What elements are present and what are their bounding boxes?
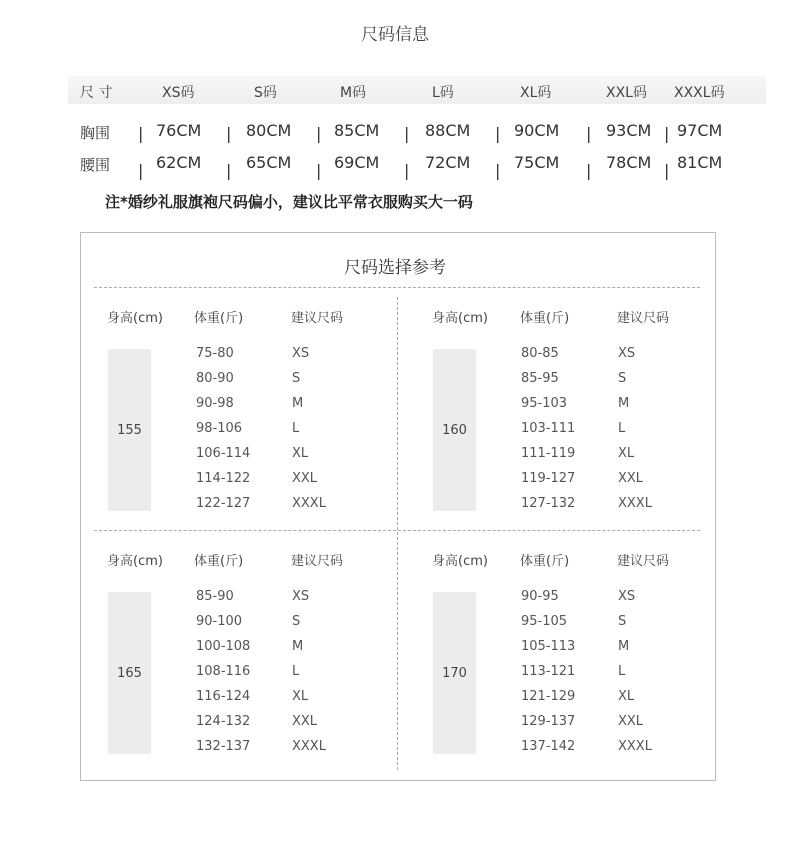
suggested-size: S	[618, 614, 627, 629]
suggested-size: XXL	[618, 714, 644, 729]
suggested-size: XXL	[292, 714, 318, 729]
suggested-size: M	[292, 639, 304, 654]
suggested-size: XL	[292, 446, 309, 461]
weight-range: 124-132	[196, 714, 251, 729]
divider-tick: |	[404, 124, 410, 143]
divider-tick: |	[316, 124, 322, 143]
suggested-size: S	[292, 371, 301, 386]
suggested-size: XS	[292, 346, 310, 361]
weight-range: 95-103	[521, 396, 568, 411]
cell-value: 65CM	[246, 153, 292, 172]
divider-tick: |	[226, 124, 232, 143]
height-value: 170	[433, 592, 476, 754]
divider-tick: |	[586, 124, 592, 143]
header-size-m: M码	[340, 85, 367, 101]
weight-range: 137-142	[521, 739, 576, 754]
row-label: 腰围	[80, 156, 111, 174]
col-header-height: 身高(cm)	[107, 554, 163, 569]
suggested-size: XL	[292, 689, 309, 704]
cell-value: 76CM	[156, 121, 202, 140]
cell-value: 80CM	[246, 121, 292, 140]
col-header-weight: 体重(斤)	[194, 311, 244, 326]
suggested-size: L	[618, 664, 626, 679]
height-value: 165	[108, 592, 151, 754]
weight-range: 108-116	[196, 664, 251, 679]
col-header-weight: 体重(斤)	[520, 311, 570, 326]
weight-range: 127-132	[521, 496, 576, 511]
cell-value: 62CM	[156, 153, 202, 172]
header-size-xxxl: XXXL码	[674, 85, 725, 101]
cell-value: 75CM	[514, 153, 560, 172]
header-size-l: L码	[432, 85, 454, 101]
suggested-size: XXL	[292, 471, 318, 486]
divider-tick: |	[404, 161, 410, 180]
reference-title: 尺码选择参考	[344, 258, 446, 278]
cell-value: 97CM	[677, 121, 723, 140]
suggested-size: M	[618, 396, 630, 411]
suggested-size: XXXL	[618, 739, 652, 754]
weight-range: 75-80	[196, 346, 234, 361]
suggested-size: XL	[618, 446, 635, 461]
header-size-xs: XS码	[162, 85, 195, 101]
weight-range: 103-111	[521, 421, 576, 436]
page-title: 尺码信息	[361, 25, 429, 45]
cell-value: 69CM	[334, 153, 380, 172]
weight-range: 98-106	[196, 421, 243, 436]
suggested-size: XS	[618, 589, 636, 604]
divider-tick: |	[226, 161, 232, 180]
col-header-size: 建议尺码	[617, 554, 670, 569]
suggested-size: XXXL	[292, 496, 326, 511]
divider-tick: |	[664, 161, 670, 180]
suggested-size: S	[292, 614, 301, 629]
weight-range: 90-100	[196, 614, 243, 629]
header-size-xl: XL码	[520, 85, 552, 101]
divider-tick: |	[495, 161, 501, 180]
cell-value: 72CM	[425, 153, 471, 172]
col-header-height: 身高(cm)	[432, 311, 488, 326]
weight-range: 119-127	[521, 471, 576, 486]
col-header-weight: 体重(斤)	[520, 554, 570, 569]
row-chest	[0, 121, 790, 143]
weight-range: 114-122	[196, 471, 251, 486]
suggested-size: S	[618, 371, 627, 386]
row-label: 胸围	[80, 124, 111, 142]
size-header-bar	[68, 76, 766, 104]
header-size-xxl: XXL码	[606, 85, 647, 101]
weight-range: 95-105	[521, 614, 568, 629]
col-header-size: 建议尺码	[617, 311, 670, 326]
weight-range: 116-124	[196, 689, 251, 704]
cell-value: 81CM	[677, 153, 723, 172]
weight-range: 113-121	[521, 664, 576, 679]
suggested-size: XXXL	[618, 496, 652, 511]
height-value: 160	[433, 349, 476, 511]
divider-line	[397, 297, 398, 770]
divider-tick: |	[495, 124, 501, 143]
weight-range: 90-95	[521, 589, 559, 604]
col-header-weight: 体重(斤)	[194, 554, 244, 569]
suggested-size: XL	[618, 689, 635, 704]
suggested-size: L	[292, 421, 300, 436]
cell-value: 88CM	[425, 121, 471, 140]
weight-range: 100-108	[196, 639, 251, 654]
weight-range: 85-90	[196, 589, 234, 604]
weight-range: 80-90	[196, 371, 234, 386]
col-header-height: 身高(cm)	[107, 311, 163, 326]
divider-tick: |	[138, 124, 144, 143]
header-label: 尺 寸	[80, 85, 113, 101]
weight-range: 80-85	[521, 346, 559, 361]
cell-value: 90CM	[514, 121, 560, 140]
weight-range: 90-98	[196, 396, 234, 411]
suggested-size: XXXL	[292, 739, 326, 754]
suggested-size: L	[618, 421, 626, 436]
header-size-s: S码	[254, 85, 277, 101]
col-header-size: 建议尺码	[291, 554, 344, 569]
row-waist	[0, 153, 790, 180]
weight-range: 85-95	[521, 371, 559, 386]
divider-tick: |	[664, 124, 670, 143]
suggested-size: XS	[618, 346, 636, 361]
divider-line	[94, 287, 700, 288]
cell-value: 78CM	[606, 153, 652, 172]
weight-range: 111-119	[521, 446, 576, 461]
weight-range: 129-137	[521, 714, 576, 729]
weight-range: 121-129	[521, 689, 576, 704]
weight-range: 106-114	[196, 446, 251, 461]
suggested-size: XXL	[618, 471, 644, 486]
col-header-size: 建议尺码	[291, 311, 344, 326]
suggested-size: XS	[292, 589, 310, 604]
divider-tick: |	[316, 161, 322, 180]
size-note: 注*婚纱礼服旗袍尺码偏小，建议比平常衣服购买大一码	[105, 193, 473, 211]
height-value: 155	[108, 349, 151, 511]
divider-tick: |	[138, 161, 144, 180]
cell-value: 85CM	[334, 121, 380, 140]
weight-range: 132-137	[196, 739, 251, 754]
suggested-size: L	[292, 664, 300, 679]
suggested-size: M	[292, 396, 304, 411]
divider-tick: |	[586, 161, 592, 180]
cell-value: 93CM	[606, 121, 652, 140]
col-header-height: 身高(cm)	[432, 554, 488, 569]
weight-range: 105-113	[521, 639, 576, 654]
weight-range: 122-127	[196, 496, 251, 511]
suggested-size: M	[618, 639, 630, 654]
